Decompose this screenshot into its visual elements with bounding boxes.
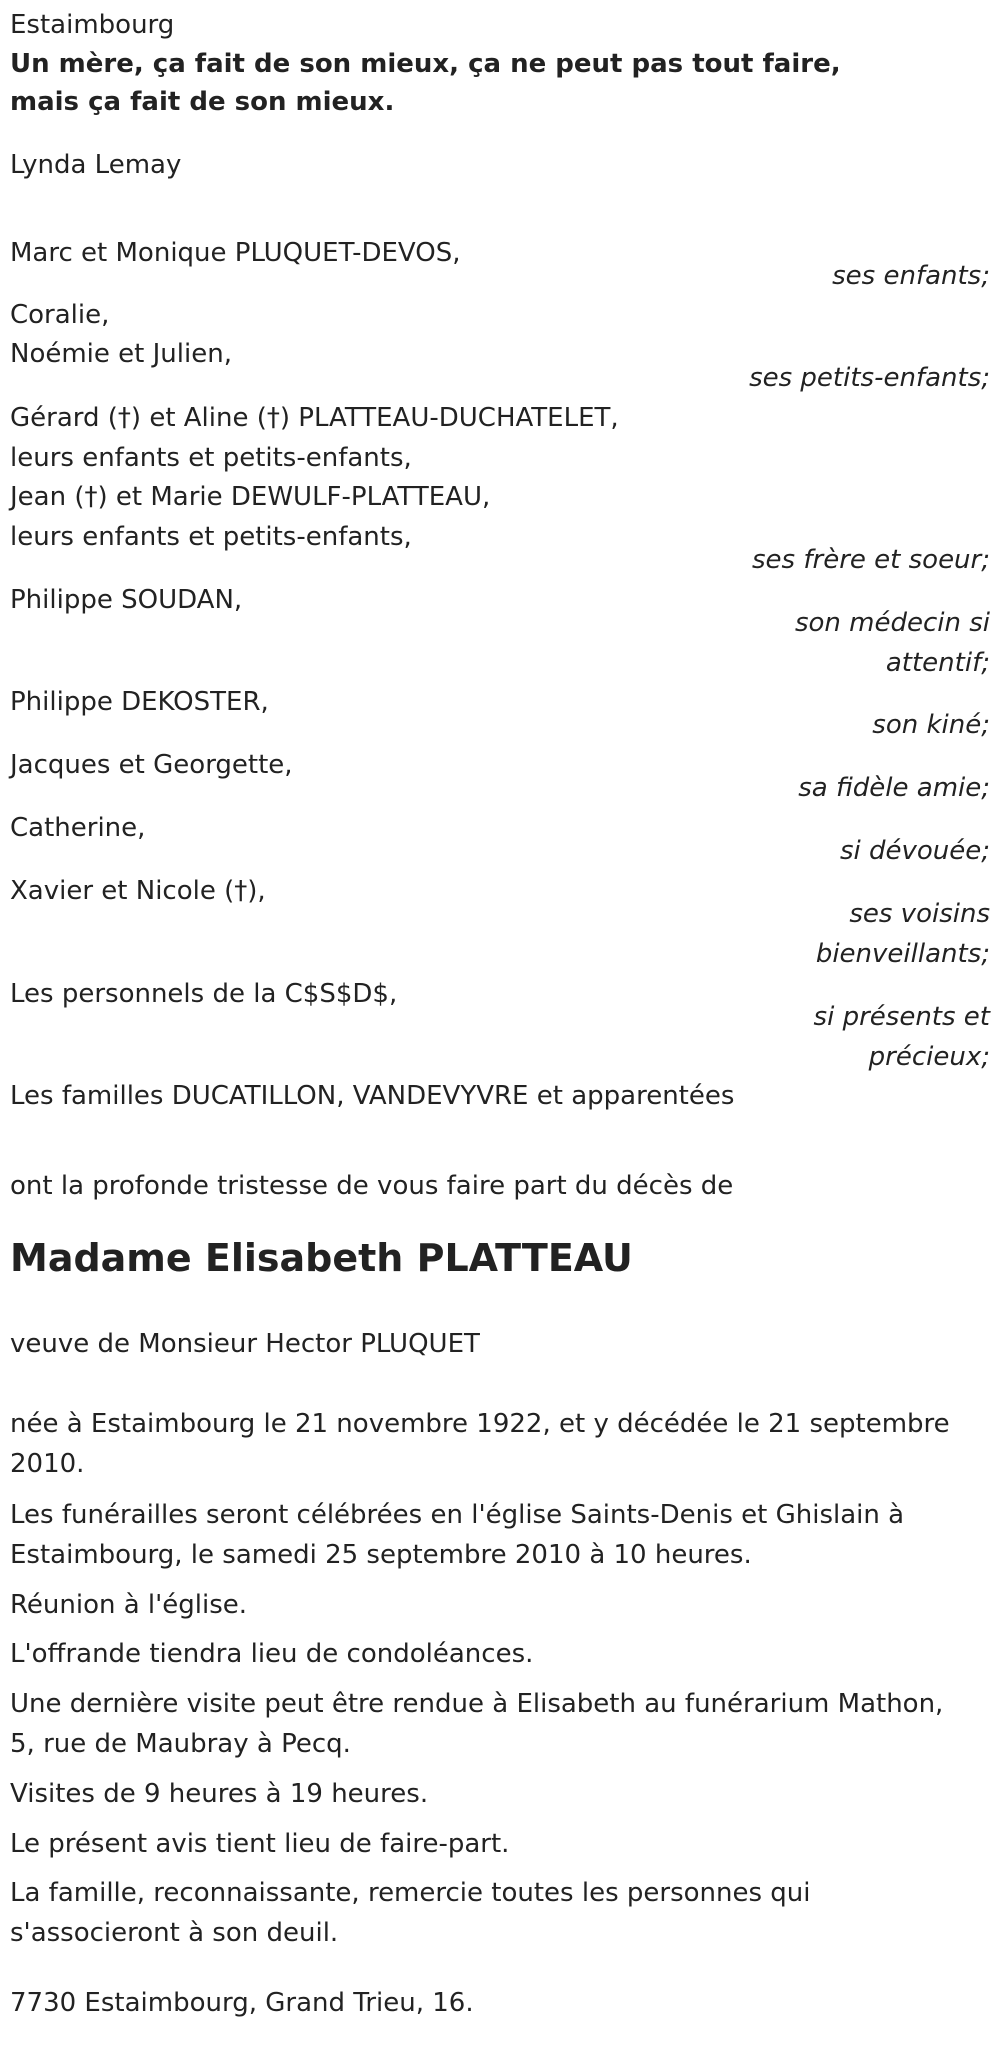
staff-role bbox=[10, 997, 990, 1077]
doctor-role-line-2: attentif; bbox=[885, 648, 990, 678]
meeting-info: Réunion à l'église. bbox=[10, 1590, 248, 1620]
doctor-role bbox=[10, 603, 990, 683]
town-heading: Estaimbourg bbox=[10, 10, 175, 40]
staff-role-line-2: précieux; bbox=[868, 1042, 990, 1072]
notice-info: Le présent avis tient lieu de faire-part. bbox=[10, 1829, 510, 1859]
deceased-name: Madame Elisabeth PLATTEAU bbox=[10, 1236, 633, 1280]
announcement-intro: ont la profonde tristesse de vous faire part du décès de bbox=[10, 1171, 734, 1201]
doctor-name: Philippe SOUDAN, bbox=[10, 585, 243, 615]
quote-line-1: Un mère, ça fait de son mieux, ça ne peut pas tout faire, bbox=[10, 49, 841, 79]
grandchild-name-2: Noémie et Julien, bbox=[10, 339, 232, 369]
physio-name: Philippe DEKOSTER, bbox=[10, 687, 269, 717]
sibling-line-2: leurs enfants et petits-enfants, bbox=[10, 443, 412, 473]
visit-hours: Visites de 9 heures à 19 heures. bbox=[10, 1779, 429, 1809]
widow-of: veuve de Monsieur Hector PLUQUET bbox=[10, 1329, 480, 1359]
staff-name: Les personnels de la C$S$D$, bbox=[10, 979, 398, 1009]
quote-author: Lynda Lemay bbox=[10, 150, 182, 180]
address: 7730 Estaimbourg, Grand Trieu, 16. bbox=[10, 1988, 474, 2018]
thanks-info: La famille, reconnaissante, remercie toutes les personnes qui s'associeront à son deuil. bbox=[10, 1878, 811, 1948]
children-role: ses enfants; bbox=[832, 261, 990, 291]
physio-role: son kiné; bbox=[872, 710, 990, 740]
funeral-info: Les funérailles seront célébrées en l'église Saints-Denis et Ghislain à Estaimbourg, le samedi 25 septembre 2010 à 10 heures. bbox=[10, 1500, 905, 1570]
siblings-role: ses frère et soeur; bbox=[752, 545, 990, 575]
sibling-line-1: Gérard (†) et Aline (†) PLATTEAU-DUCHATELET, bbox=[10, 403, 619, 433]
grandchildren-role: ses petits-enfants; bbox=[749, 363, 990, 393]
offering-info: L'offrande tiendra lieu de condoléances. bbox=[10, 1639, 534, 1669]
doctor-role-line-1: son médecin si bbox=[794, 608, 990, 638]
staff-role-line-1: si présents et bbox=[813, 1002, 990, 1032]
families-line: Les familles DUCATILLON, VANDEVYVRE et apparentées bbox=[10, 1081, 735, 1111]
friend-role: sa fidèle amie; bbox=[798, 773, 990, 803]
neighbours-name: Xavier et Nicole (†), bbox=[10, 876, 266, 906]
header-block bbox=[10, 5, 841, 185]
neighbours-role-line-1: ses voisins bbox=[849, 899, 990, 929]
friend-name: Jacques et Georgette, bbox=[10, 750, 293, 780]
sibling-line-4: leurs enfants et petits-enfants, bbox=[10, 522, 412, 552]
children-names: Marc et Monique PLUQUET-DEVOS, bbox=[10, 238, 461, 268]
neighbours-role-line-2: bienveillants; bbox=[815, 939, 990, 969]
visit-info: Une dernière visite peut être rendue à Elisabeth au funérarium Mathon, 5, rue de Maubray à Pecq. bbox=[10, 1689, 944, 1759]
helper-role: si dévouée; bbox=[839, 836, 990, 866]
birth-death: née à Estaimbourg le 21 novembre 1922, et y décédée le 21 septembre 2010. bbox=[10, 1409, 950, 1479]
neighbours-role bbox=[10, 894, 990, 974]
helper-name: Catherine, bbox=[10, 813, 146, 843]
quote-line-2: mais ça fait de son mieux. bbox=[10, 87, 395, 117]
grandchild-name-1: Coralie, bbox=[10, 300, 110, 330]
sibling-line-3: Jean (†) et Marie DEWULF-PLATTEAU, bbox=[10, 482, 491, 512]
